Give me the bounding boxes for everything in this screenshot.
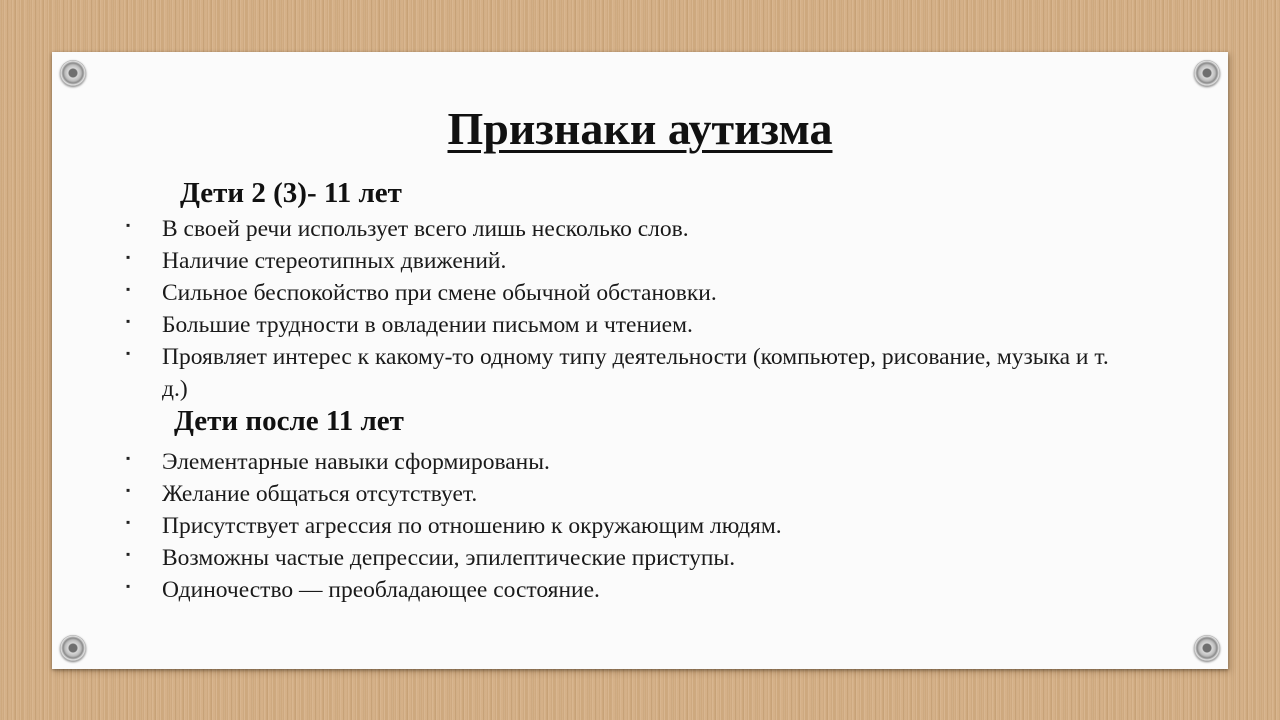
symptom-list-after-11	[122, 446, 1122, 606]
slide-title: Признаки аутизма	[447, 103, 833, 154]
list-item: ▪ В своей речи использует всего лишь несколько слов.	[122, 213, 1122, 245]
section-heading-after-11: Дети после 11 лет	[174, 405, 404, 437]
list-item: ▪ Элементарные навыки сформированы.	[122, 446, 1122, 478]
pin-icon	[1194, 60, 1220, 86]
list-item: ▪ Сильное беспокойство при смене обычной обстановки.	[122, 277, 1122, 309]
list-item: ▪ Возможны частые депрессии, эпилептические приступы.	[122, 542, 1122, 574]
slide-paper	[52, 52, 1228, 669]
section-heading-ages-2-11: Дети 2 (3)- 11 лет	[180, 177, 402, 209]
list-item: ▪ Проявляет интерес к какому-то одному типу деятельности (компьютер, рисование, музыка и т. д.)	[122, 341, 1122, 405]
list-item: ▪ Большие трудности в овладении письмом и чтением.	[122, 309, 1122, 341]
list-item: ▪ Одиночество — преобладающее состояние.	[122, 574, 1122, 606]
pin-icon	[60, 635, 86, 661]
pin-icon	[60, 60, 86, 86]
list-item: ▪ Наличие стереотипных движений.	[122, 245, 1122, 277]
symptom-list-ages-2-11	[122, 213, 1122, 405]
list-item: ▪ Присутствует агрессия по отношению к окружающим людям.	[122, 510, 1122, 542]
pin-icon	[1194, 635, 1220, 661]
list-item: ▪ Желание общаться отсутствует.	[122, 478, 1122, 510]
